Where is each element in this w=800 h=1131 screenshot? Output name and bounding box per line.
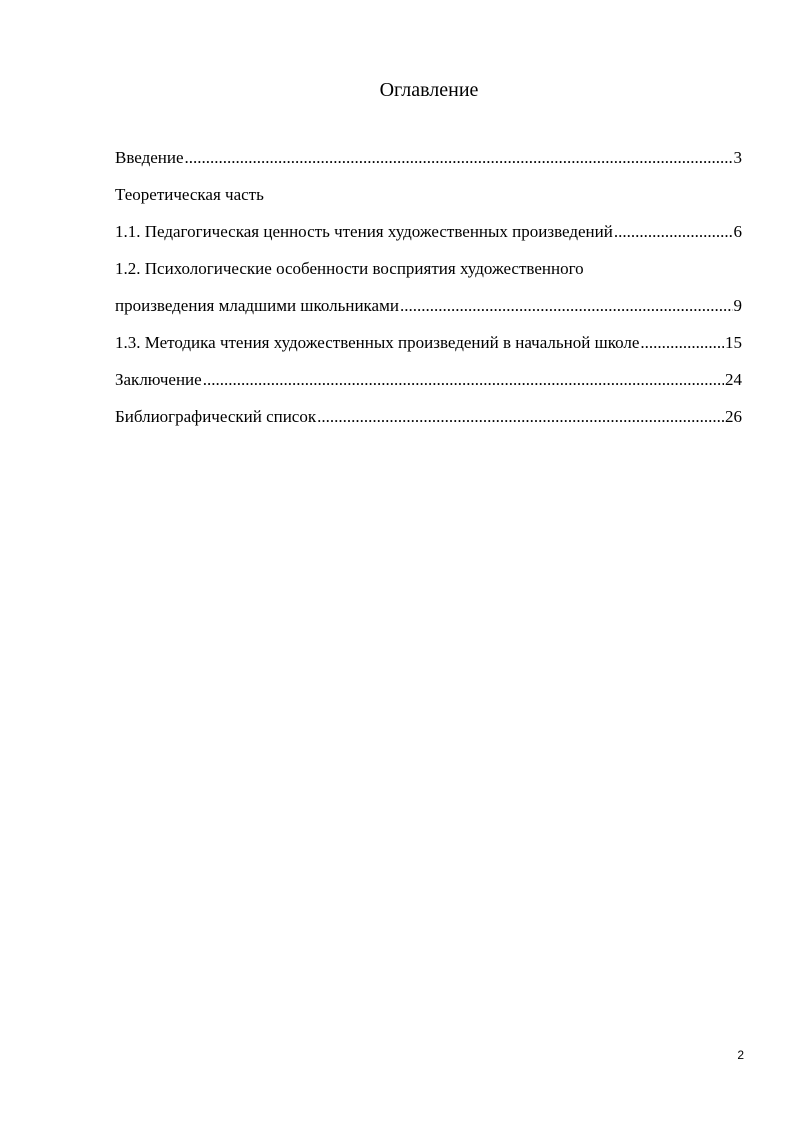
toc-title: Оглавление bbox=[379, 79, 479, 101]
table-of-contents bbox=[115, 146, 742, 442]
toc-entry-text: 1.1. Педагогическая ценность чтения художественных произведений bbox=[115, 222, 613, 241]
dot-leader bbox=[203, 368, 724, 392]
toc-entry-text: Библиографический список bbox=[115, 407, 317, 426]
toc-entry-text-line1: 1.2. Психологические особенности восприятия художественного bbox=[115, 259, 584, 278]
toc-entry-page: 6 bbox=[733, 222, 742, 241]
toc-entry-page: 15 bbox=[725, 333, 742, 352]
toc-entry-text-line2: произведения младшими школьниками bbox=[115, 296, 399, 315]
dot-leader bbox=[185, 146, 733, 170]
toc-entry-1-2 bbox=[115, 257, 742, 318]
toc-entry-page: 24 bbox=[725, 370, 742, 389]
toc-entry-text: Теоретическая часть bbox=[115, 185, 264, 204]
toc-entry-text: Заключение bbox=[115, 370, 202, 389]
page-number: 2 bbox=[737, 1048, 744, 1062]
toc-entry-conclusion bbox=[115, 368, 742, 392]
dot-leader bbox=[400, 294, 733, 318]
toc-entry-text: Введение bbox=[115, 148, 184, 167]
dot-leader bbox=[614, 220, 733, 244]
toc-entry-page: 9 bbox=[733, 296, 742, 315]
toc-entry-page: 3 bbox=[733, 148, 742, 167]
toc-entry-theoretical-part bbox=[115, 183, 742, 207]
dot-leader bbox=[317, 405, 724, 429]
toc-entry-bibliography bbox=[115, 405, 742, 429]
toc-entry-1-1 bbox=[115, 220, 742, 244]
toc-entry-introduction bbox=[115, 146, 742, 170]
dot-leader bbox=[640, 331, 724, 355]
toc-entry-text: 1.3. Методика чтения художественных произведений в начальной школе bbox=[115, 333, 640, 352]
toc-entry-page: 26 bbox=[725, 407, 742, 426]
toc-entry-1-3 bbox=[115, 331, 742, 355]
